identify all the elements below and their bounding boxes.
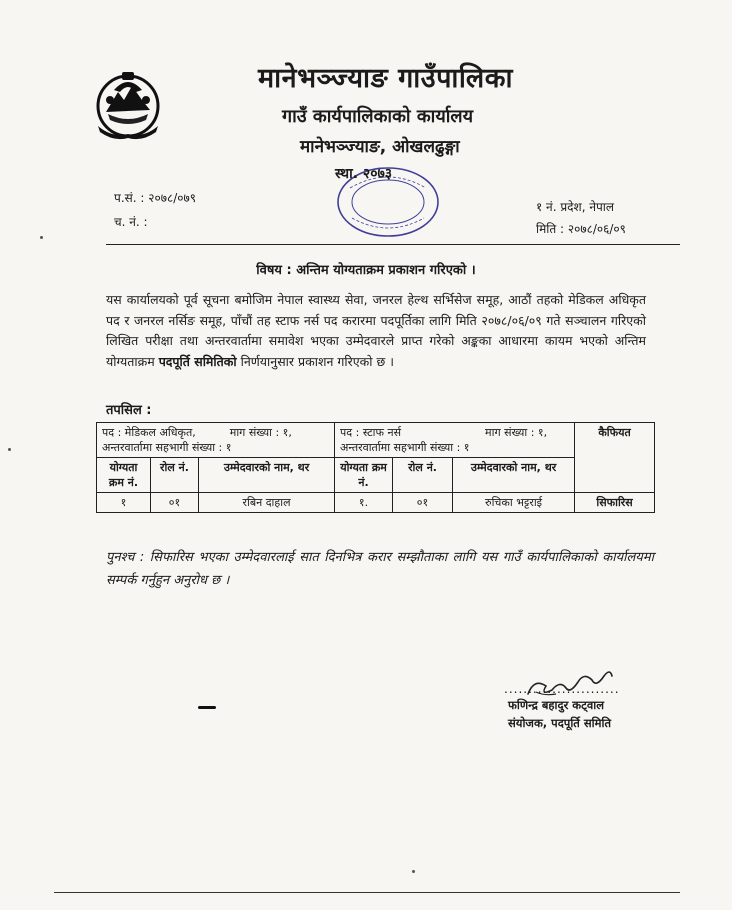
col-roll-2: रोल नं. (393, 458, 453, 493)
row1-rank1: १ (97, 493, 151, 513)
post2-name: पद : स्टाफ नर्स (340, 426, 402, 439)
post1-demand: माग संख्या : १, (229, 426, 292, 439)
col-name-2: उम्मेदवारको नाम, थर (453, 458, 575, 493)
post2-demand: माग संख्या : १, (485, 426, 548, 439)
signatory-name: फणिन्द्र बहादुर कट्वाल (508, 698, 605, 712)
dispatch-number: च. नं. : (114, 215, 148, 229)
post1-cell (97, 423, 335, 458)
footer-divider (54, 892, 680, 893)
ink-mark (198, 706, 216, 709)
body-paragraph (106, 290, 646, 372)
reference-block (114, 186, 196, 234)
row1-roll2: ०१ (393, 493, 453, 513)
signatory-role: संयोजक, पदपूर्ति समिति (508, 716, 612, 730)
row1-name2: रुचिका भट्टराई (453, 493, 575, 513)
col-name-1: उम्मेदवारको नाम, थर (199, 458, 335, 493)
scan-dot (40, 236, 43, 239)
col-roll-1: रोल नं. (151, 458, 199, 493)
province-text: १ नं. प्रदेश, नेपाल (536, 200, 615, 214)
remarks-header: कैफियत (575, 423, 655, 493)
nepal-emblem-logo (92, 66, 164, 142)
row1-rank2: १. (335, 493, 393, 513)
signature-line: ........................ (504, 682, 620, 696)
municipality-title: मानेभञ्ज्याङ गाउँपालिका (258, 63, 513, 94)
table-row (97, 493, 655, 513)
subject-line: विषय : अन्तिम योग्यताक्रम प्रकाशन गरिएको । (256, 263, 476, 278)
post1-name: पद : मेडिकल अधिकृत, (102, 426, 196, 439)
row1-remarks: सिफारिस (575, 493, 655, 513)
post2-participants: अन्तरवार्तामा सहभागी संख्या : १ (340, 441, 470, 454)
postscript-note: पुनश्च : सिफारिस भएका उम्मेदवारलाई सात दिनभित्र करार सम्झौताका लागि यस गाउँ कार्यपालिकाको कार्यालयमा सम्पर्क गर्नुहुन अनुरोध छ । (106, 550, 654, 588)
body-text-bold: पदपूर्ति समितिको (158, 353, 237, 369)
details-heading: तपसिल : (106, 403, 152, 418)
letter-date: मिति : २०७८/०६/०९ (536, 222, 626, 236)
row1-name1: रबिन दाहाल (199, 493, 335, 513)
row1-roll1: ०१ (151, 493, 199, 513)
body-text-tail: निर्णयानुसार प्रकाशन गरिएको छ । (240, 353, 394, 369)
header-divider (106, 244, 680, 245)
table-column-header-row (97, 458, 655, 493)
post1-participants: अन्तरवार्तामा सहभागी संख्या : १ (102, 441, 232, 454)
col-rank-1: योग्यता क्रम नं. (97, 458, 151, 493)
scan-dot (8, 448, 11, 451)
body-text-main: यस कार्यालयको पूर्व सूचना बमोजिम नेपाल स्वास्थ्य सेवा, जनरल हेल्थ सर्भिसेज समूह, आठौं तहको मेडिकल अधिकृत पद र जनरल नर्सिङ समूह, पाँचौं तह स्टाफ नर्स पद करारमा पदपूर्तिका लागि मिति २०७८/०६/०९ गते सञ्चालन गरिएको लिखित परीक्षा तथा अन्तरवार्तामा समावेश भएका उम्मेदवारले प्राप्त गरेको अङ्कका आधारमा कायम भएको अन्तिम योग्यताक्रम (106, 292, 646, 369)
location-date-block (536, 196, 626, 240)
reference-number: प.सं. : २०७८/०७९ (114, 191, 196, 205)
established-text: स्था. २०७३ (335, 166, 393, 182)
table-header-row (97, 423, 655, 458)
merit-list-table (96, 422, 655, 513)
col-rank-2: योग्यता क्रम नं. (335, 458, 393, 493)
office-title: गाउँ कार्यपालिकाको कार्यालय (282, 106, 474, 127)
post2-cell (335, 423, 575, 458)
office-address: मानेभञ्ज्याङ, ओखलढुङ्गा (300, 137, 460, 157)
scan-dot (412, 870, 415, 873)
